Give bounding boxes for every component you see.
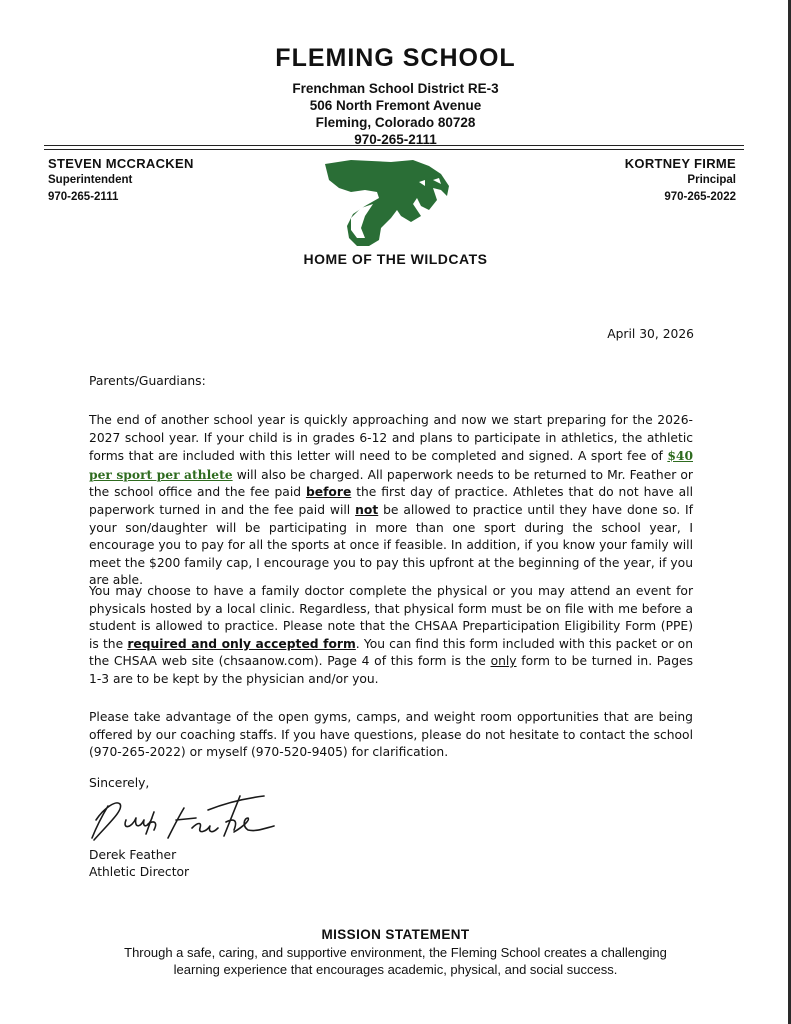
superintendent-name: STEVEN MCCRACKEN xyxy=(48,156,194,171)
paragraph-contact: Please take advantage of the open gyms, camps, and weight room opportunities that are being offered by our coaching staffs. If you have questions, please do not hesitate to contact the school (970-265-2022) or myself (970-520-9405) for clarification. xyxy=(89,710,693,760)
school-city: Fleming, Colorado 80728 xyxy=(315,115,476,130)
p1-text-d: be allowed to practice until they have done so. If your son/daughter will be participating in more than one sport during the school year, I encourage you to pay for all the sports at once if feasible. In addition, if you know your family will meet the $200 family cap, I encourage you to pay this upfront at the beginning of the year, if you are able. xyxy=(89,502,694,588)
school-district: Frenchman School District RE-3 xyxy=(292,81,499,96)
p1-text-c: the first day of practice. Athletes that do not have all paperwork turned in and the fee paid will xyxy=(89,485,693,517)
header-rule-top xyxy=(44,145,744,146)
signer-title: Athletic Director xyxy=(89,865,190,879)
letter-date: April 30, 2026 xyxy=(607,327,694,341)
before-emphasis: before xyxy=(305,485,352,500)
principal-role: Principal xyxy=(687,174,736,186)
not-emphasis: not xyxy=(355,502,379,517)
paragraph-physicals xyxy=(89,583,693,689)
superintendent-block xyxy=(48,155,194,206)
header-rule-bottom xyxy=(44,149,744,150)
p1-text-a: The end of another school year is quickly approaching and now we start preparing for the 2026-2027 school year. If your child is in grades 6-12 and plans to participate in athletics, the athletic forms that are included with this letter will need to be completed and signed. A sport fee of xyxy=(89,413,693,464)
school-title: FLEMING SCHOOL xyxy=(275,44,516,72)
p2-text-a: You may choose to have a family doctor complete the physical or you may attend an event for physicals hosted by a local clinic. Regardless, that physical form must be on file with me before a student is allowed to practice. Please note that the CHSAA Preparticipation Eligibility Form (PPE) is the xyxy=(89,584,693,651)
required-form-emphasis: required and only accepted form xyxy=(127,636,356,651)
closing: Sincerely, xyxy=(89,776,150,790)
wildcat-logo xyxy=(321,158,453,250)
mission-title: MISSION STATEMENT xyxy=(321,927,470,942)
signature xyxy=(88,788,278,846)
sport-fee: $40 per sport per athlete xyxy=(89,448,693,482)
signer-name: Derek Feather xyxy=(89,848,177,862)
p2-text-b: . You can find this form included with this packet or on the CHSAA web site (chsaanow.com). Page 4 of this form is the xyxy=(89,636,693,669)
school-phone: 970-265-2111 xyxy=(354,132,437,147)
salutation: Parents/Guardians: xyxy=(89,374,206,388)
superintendent-role: Superintendent xyxy=(48,174,133,186)
superintendent-phone: 970-265-2111 xyxy=(48,191,119,203)
principal-block xyxy=(625,155,736,206)
p2-text-c: form to be turned in. Pages 1-3 are to be kept by the physician and/or you. xyxy=(89,654,693,686)
school-street: 506 North Fremont Avenue xyxy=(309,98,482,113)
mission-text: Through a safe, caring, and supportive environment, the Fleming School creates a challenging learning experience that encourages academic, physical, and social success. xyxy=(124,945,667,977)
school-motto: HOME OF THE WILDCATS xyxy=(303,251,488,267)
paragraph-athletic-forms xyxy=(89,412,693,590)
principal-phone: 970-265-2022 xyxy=(664,191,736,203)
only-emphasis: only xyxy=(490,654,517,669)
principal-name: KORTNEY FIRME xyxy=(624,156,736,171)
p1-text-b: will also be charged. All paperwork needs to be returned to Mr. Feather or the school office and the fee paid xyxy=(89,467,693,500)
